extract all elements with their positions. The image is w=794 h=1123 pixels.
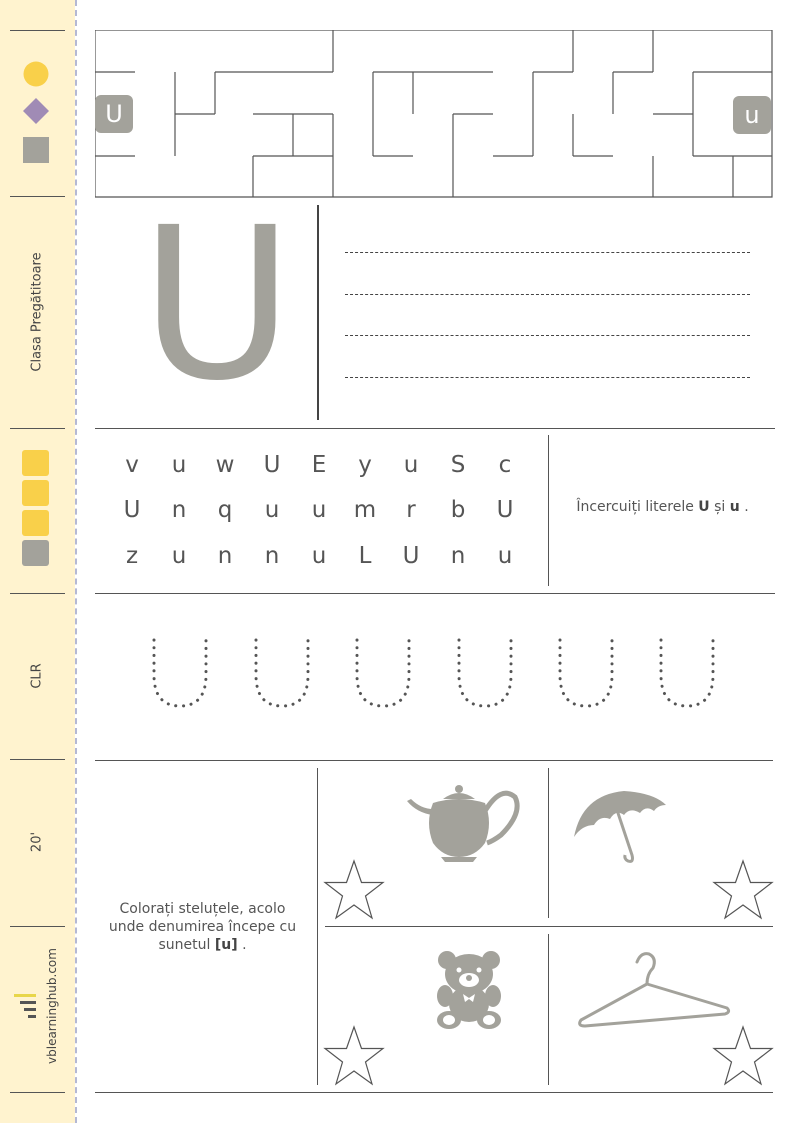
grid-letter[interactable]: U — [123, 497, 141, 523]
hanger-icon — [575, 950, 733, 1030]
progress-blocks — [22, 450, 50, 568]
grid-letter[interactable]: b — [450, 497, 466, 523]
grid-letter[interactable]: q — [217, 497, 233, 523]
writing-line — [345, 294, 750, 295]
grid-letter[interactable]: c — [498, 452, 512, 478]
big-letter: U — [140, 182, 294, 427]
grid-letter[interactable]: n — [171, 497, 187, 523]
star-icon[interactable] — [712, 859, 774, 921]
writing-line — [345, 252, 750, 253]
cut-line — [75, 0, 77, 1123]
grid-letter[interactable]: L — [358, 543, 372, 569]
teapot-icon — [405, 783, 523, 863]
grid-letter[interactable]: u — [264, 497, 280, 523]
grid-letter[interactable]: m — [353, 497, 377, 523]
section-divider — [317, 205, 319, 420]
duration-label: 20' — [29, 831, 45, 853]
star-icon[interactable] — [323, 1025, 385, 1087]
grid-letter[interactable]: w — [215, 452, 235, 478]
grid-letter[interactable]: S — [450, 452, 466, 478]
sidebar-divider — [10, 30, 65, 31]
diamond-icon — [23, 98, 49, 124]
grid-letter[interactable]: U — [263, 452, 281, 478]
grid-letter[interactable]: u — [311, 543, 327, 569]
grid-letter[interactable]: r — [406, 497, 416, 523]
subject-label: CLR — [29, 663, 45, 689]
shape-legend — [20, 60, 54, 165]
grid-letter[interactable]: u — [311, 497, 327, 523]
grid-letter[interactable]: u — [171, 452, 187, 478]
grid-letter[interactable]: u — [403, 452, 419, 478]
sidebar — [0, 0, 75, 1123]
grid-letter[interactable]: U — [402, 543, 420, 569]
teddy-bear-icon — [435, 950, 505, 1030]
square-icon — [23, 137, 49, 163]
maze — [95, 30, 775, 200]
logo-icon — [14, 990, 40, 1022]
circle-icon — [24, 62, 49, 87]
site-label: vblearninghub.com — [45, 948, 59, 1064]
grid-letter[interactable]: E — [311, 452, 327, 478]
circle-instruction: Încercuiți literele U și u . — [576, 499, 749, 515]
grid-letter[interactable]: y — [358, 452, 372, 478]
star-icon[interactable] — [712, 1025, 774, 1087]
grid-letter[interactable]: u — [171, 543, 187, 569]
maze-start-tag: U — [95, 95, 133, 133]
maze-end-tag: u — [733, 96, 771, 134]
coloring-instruction: Colorați steluțele, acolo unde denumirea începe cu sunetul [u] . — [108, 901, 297, 953]
writing-line — [345, 377, 750, 378]
grid-letter[interactable]: n — [264, 543, 280, 569]
grid-letter[interactable]: U — [496, 497, 514, 523]
grid-letter[interactable]: v — [125, 452, 139, 478]
grid-letter[interactable]: n — [217, 543, 233, 569]
umbrella-icon — [572, 785, 670, 865]
tracing-row — [140, 630, 740, 720]
grid-letter[interactable]: u — [497, 543, 513, 569]
writing-line — [345, 335, 750, 336]
star-icon[interactable] — [323, 859, 385, 921]
grid-letter[interactable]: n — [450, 543, 466, 569]
grid-letter[interactable]: z — [125, 543, 139, 569]
grade-label: Clasa Pregătitoare — [29, 252, 45, 372]
